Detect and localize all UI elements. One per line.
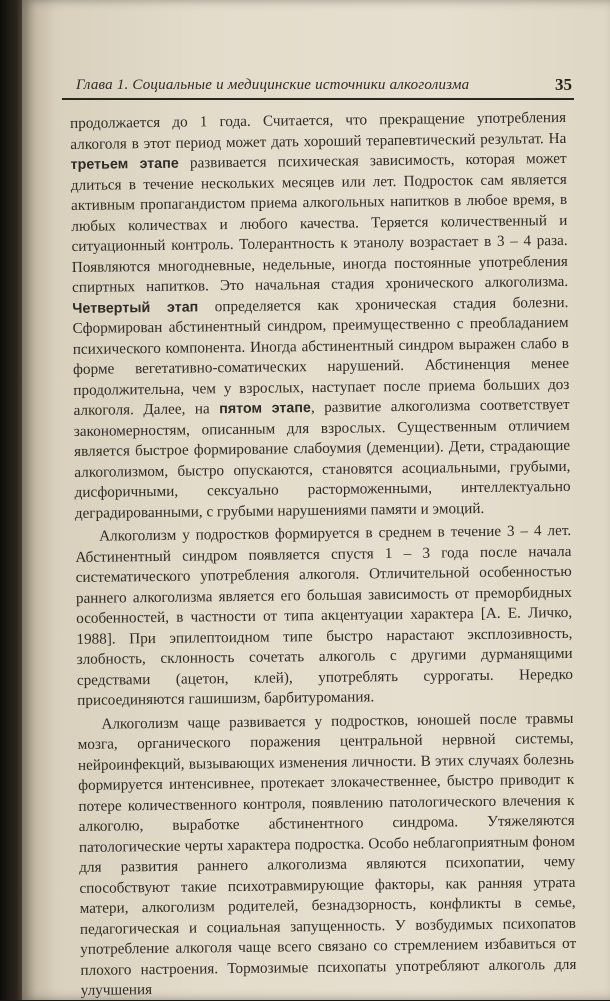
text-segment: развивается психическая зависимость, которая может длиться в течение нескольких месяцев или лет. Подросток сам является активным пропагандистом приема алкогольных напитков в любое время, в любых количествах и любого качества. Теряется количественный и ситуационный контроль. Толерантность к этанолу возрастает в 3 – 4 раза. Появляются многодневные, недельные, иногда постоянные употребления спиртных напитков. Это начальная стадия хронического алкоголизма. [70, 149, 569, 296]
term-stage-four: Четвертый этап [72, 298, 199, 317]
paragraph-1 [70, 108, 571, 524]
book-page [22, 0, 610, 1000]
term-stage-five: пятом этапе [219, 400, 312, 418]
text-segment: , развитие алкоголизма соответствует закономерностям, описанным для взрослых. Существенным отличием является быстрое формирование слабоумия (деменции). Дети, страдающие алкоголизмом, быстро опускаются, становятся асоциальными, грубыми, дисфоричными, сексуально расторможенными, интеллектуально деградированными, с грубыми нарушениями памяти и эмоций. [73, 395, 571, 522]
body-text [70, 108, 577, 1001]
text-segment: Алкоголизм чаще развивается у подростков, юношей после травмы мозга, органического поражения центральной нервной системы, нейроинфекций, вызывающих изменения личности. В этих случаях болезнь формируется интенсивнее, протекает злокачественнее, быстро приводит к потере количественного контроля, появлению патологического влечения к алкоголю, выработке абстинентного синдрома. Утяжеляются патологические черты характера подростка. Особо неблагоприятным фоном для развития раннего алкоголизма являются психопатии, чему способствуют такие психотравмирующие факторы, как ранняя утрата матери, алкоголизм родителей, безнадзорность, конфликты в семье, педагогическая и социальная запущенность. У возбудимых психопатов употребление алкоголя чаще всего связано со стремлением избавиться от плохого настроения. Тормозимые психопаты употребляют алкоголь для улучшения [77, 709, 577, 999]
paragraph-3 [77, 708, 576, 1001]
page-number: 35 [555, 75, 572, 94]
text-segment: определяется как хроническая стадия болезни. Сформирован абстинентный синдром, преимущественно с преобладанием психического компонента. Иногда абстинентный синдром выражен слабо в форме вегетативно-соматических нарушений. Абстиненция менее продолжительна, чем у взрослых, наступает после приема больших доз алкоголя. Далее, на [72, 293, 570, 419]
term-stage-three: третьем этапе [70, 155, 179, 173]
page-header [62, 72, 574, 100]
running-title: Глава 1. Социальные и медицинские источники алкоголизма [76, 77, 470, 93]
text-segment: Алкоголизм у подростков формируется в среднем в течение 3 – 4 лет. Абстинентный синдром появляется спустя 1 – 3 года после начала систематического употребления алкоголя. Отличительной особенностью раннего алкоголизма является его большая зависимость от преморбидных особенностей, в частности от типа акцентуации характера [А. Е. Личко, 1988]. При эпилептоидном типе быстро нарастают эксплозивность, злобность, склонность сочетать алкоголь с другими дурманящими средствами (ацетон, клей), употреблять суррогаты. Нередко присоединяются гашишизм, барбитуромания. [75, 521, 573, 709]
text-segment: продолжается до 1 года. Считается, что прекращение употребления алкоголя в этот период может дать хороший терапевтический результат. На [70, 108, 567, 153]
paragraph-2 [75, 521, 573, 712]
